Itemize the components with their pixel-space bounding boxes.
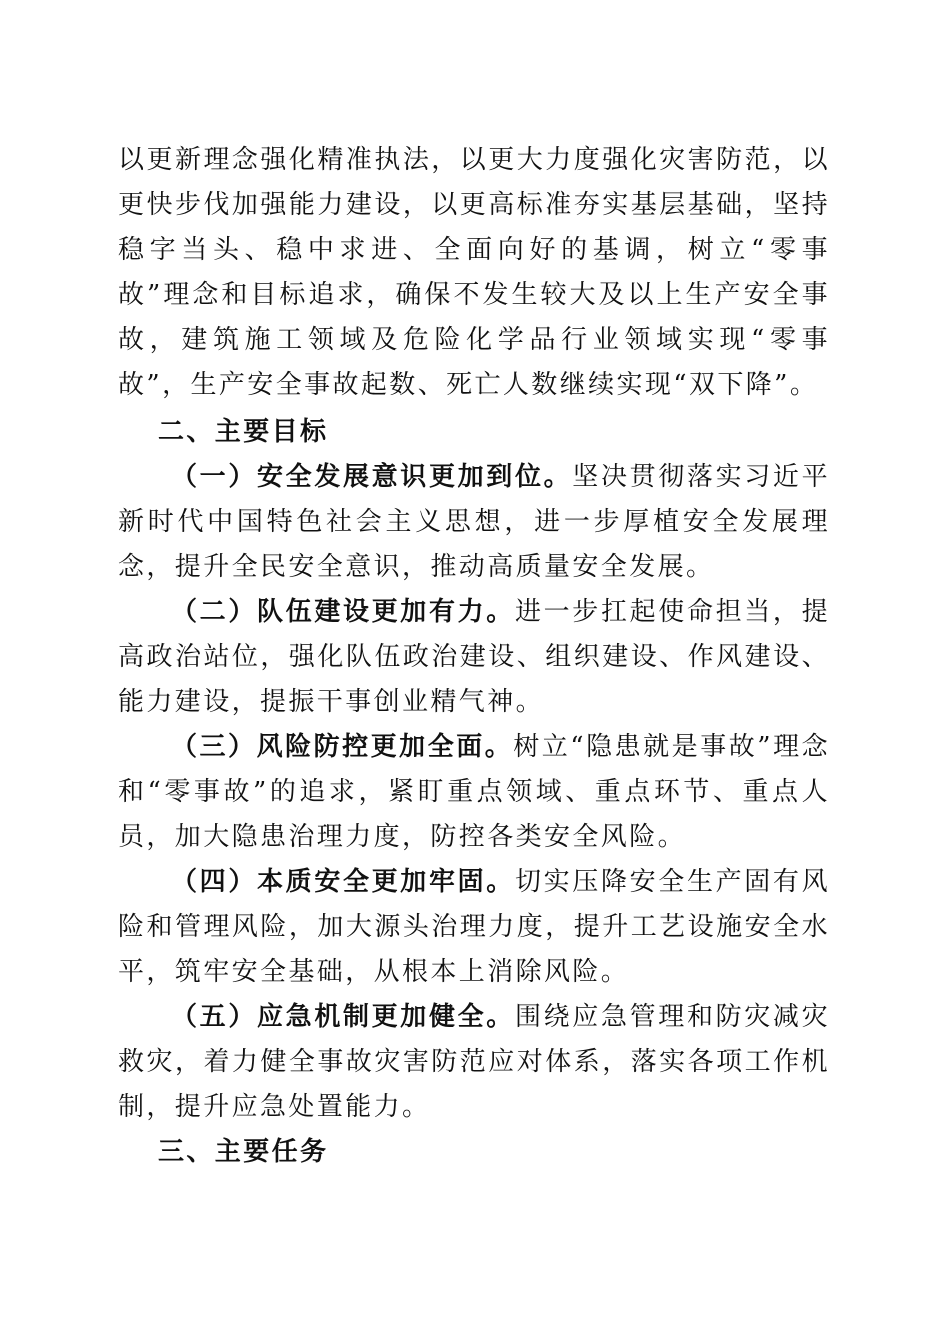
goal-item-5-title: （五）应急机制更加健全。 [171,1002,515,1032]
goal-item-3-title: （三）风险防控更加全面。 [171,732,514,762]
intro-paragraph: 以更新理念强化精准执法，以更大力度强化灾害防范，以更快步伐加强能力建设，以更高标准夯实基层基础，坚持稳字当头、稳中求进、全面向好的基调，树立“零事故”理念和目标追求，确保不发生较大及以上生产安全事故，建筑施工领域及危险化学品行业领域实现“零事故”，生产安全事故起数、死亡人数继续实现“双下降”。 [118,145,830,400]
goal-item-1 [118,455,830,590]
goal-item-3-body: 树立“隐患就是事故”理念和“零事故”的追求，紧盯重点领域、重点环节、重点人员，加大隐患治理力度，防控各类安全风险。 [118,732,830,852]
goal-item-4-body: 切实压降安全生产固有风险和管理风险，加大源头治理力度，提升工艺设施安全水平，筑牢安全基础，从根本上消除风险。 [118,867,830,987]
section-heading-main-goals: 二、主要目标 [158,417,329,447]
goal-item-1-title: （一）安全发展意识更加到位。 [171,462,573,492]
goal-item-4-title: （四）本质安全更加牢固。 [171,867,515,897]
document-page [118,138,830,1175]
goal-item-2-title: （二）队伍建设更加有力。 [171,597,515,627]
section-heading-main-tasks: 三、主要任务 [158,1137,329,1167]
goal-item-3 [118,725,830,860]
goal-item-5-body: 围绕应急管理和防灾减灾救灾，着力健全事故灾害防范应对体系，落实各项工作机制，提升应急处置能力。 [118,1002,830,1122]
goal-item-4 [118,860,830,995]
goal-item-2-body: 进一步扛起使命担当，提高政治站位，强化队伍政治建设、组织建设、作风建设、能力建设，提振干事创业精气神。 [118,597,830,717]
goal-item-1-body: 坚决贯彻落实习近平新时代中国特色社会主义思想，进一步厚植安全发展理念，提升全民安全意识，推动高质量安全发展。 [118,462,830,582]
goal-item-5 [118,995,830,1130]
goal-item-2 [118,590,830,725]
